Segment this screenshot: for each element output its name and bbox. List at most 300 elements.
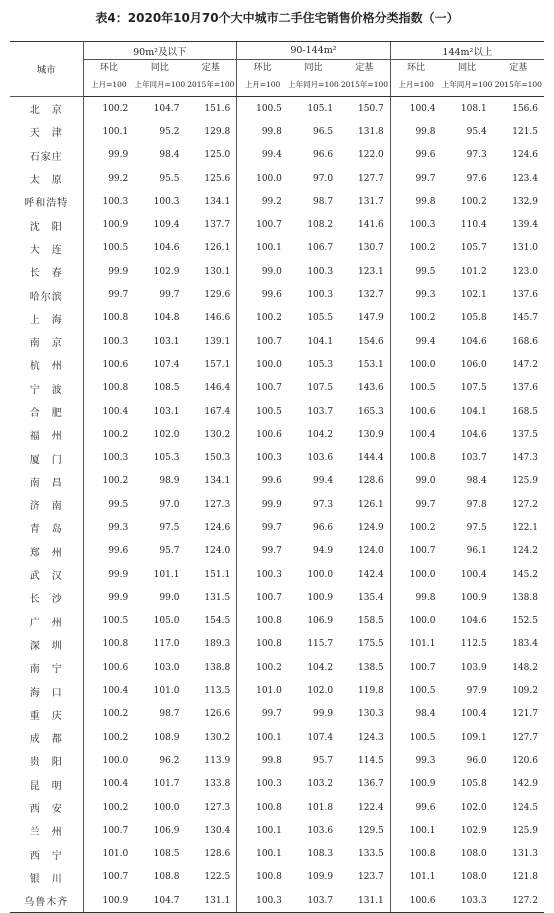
index-value: 100.7 xyxy=(390,540,441,563)
city-name: 呼和浩特 xyxy=(10,190,83,213)
index-value: 100.3 xyxy=(153,196,180,207)
index-value: 151.1 xyxy=(204,569,231,580)
index-value: 104.6 xyxy=(460,616,487,627)
index-value: 131.8 xyxy=(358,126,384,137)
index-value: 99.6 xyxy=(390,144,441,167)
index-value: 139.4 xyxy=(512,220,538,231)
metric-header: 环比 xyxy=(237,60,288,74)
index-value: 100.6 xyxy=(237,423,288,446)
index-value: 99.3 xyxy=(390,749,441,772)
group-header: 90m²及以下 xyxy=(83,42,237,60)
index-value: 100.7 xyxy=(102,872,129,883)
index-value: 96.6 xyxy=(313,522,334,533)
city-name: 青 岛 xyxy=(10,516,83,539)
index-value: 99.9 xyxy=(237,493,288,516)
index-value: 101.1 xyxy=(390,633,441,656)
index-value: 100.4 xyxy=(102,406,129,417)
index-value: 105.3 xyxy=(153,453,180,464)
index-value: 98.7 xyxy=(159,709,180,720)
index-value: 100.4 xyxy=(390,423,441,446)
index-value: 98.7 xyxy=(313,196,334,207)
index-value: 108.5 xyxy=(153,849,180,860)
index-value: 100.8 xyxy=(237,633,288,656)
index-value: 100.5 xyxy=(390,377,441,400)
index-value: 134.1 xyxy=(204,476,231,487)
city-name: 重 庆 xyxy=(10,703,83,726)
index-value: 99.0 xyxy=(390,470,441,493)
index-value: 125.6 xyxy=(204,173,231,184)
city-name: 郑 州 xyxy=(10,540,83,563)
table-body xyxy=(10,97,544,913)
index-value: 122.0 xyxy=(358,150,384,161)
index-value: 100.0 xyxy=(102,755,129,766)
index-value: 99.0 xyxy=(237,260,288,283)
index-value: 100.1 xyxy=(237,819,288,842)
index-value: 147.9 xyxy=(358,313,384,324)
table-row xyxy=(10,237,544,260)
index-value: 100.7 xyxy=(237,213,288,236)
index-value: 100.5 xyxy=(390,679,441,702)
index-value: 96.0 xyxy=(466,755,487,766)
index-value: 104.2 xyxy=(307,429,334,440)
index-value: 100.3 xyxy=(237,563,288,586)
index-value: 100.8 xyxy=(390,446,441,469)
index-value: 103.2 xyxy=(307,779,334,790)
index-value: 99.2 xyxy=(237,190,288,213)
index-value: 95.5 xyxy=(159,173,180,184)
index-value: 133.5 xyxy=(358,849,384,860)
index-value: 98.4 xyxy=(159,150,180,161)
city-name: 昆 明 xyxy=(10,773,83,796)
index-value: 100.6 xyxy=(102,359,129,370)
index-value: 112.5 xyxy=(460,639,487,650)
metric-header: 定基 xyxy=(201,63,220,73)
price-index-table xyxy=(10,41,544,913)
city-name: 武 汉 xyxy=(10,563,83,586)
index-value: 100.8 xyxy=(237,610,288,633)
index-value: 125.9 xyxy=(512,476,538,487)
city-name: 乌鲁木齐 xyxy=(10,889,83,913)
index-value: 100.0 xyxy=(237,353,288,376)
index-value: 130.7 xyxy=(358,243,384,254)
index-value: 152.5 xyxy=(512,616,538,627)
index-value: 139.1 xyxy=(204,336,231,347)
index-value: 107.4 xyxy=(153,359,180,370)
index-value: 168.6 xyxy=(512,336,538,347)
city-name: 成 都 xyxy=(10,726,83,749)
index-value: 100.8 xyxy=(102,313,129,324)
table-row xyxy=(10,819,544,842)
base-header: 上月=100 xyxy=(390,73,441,97)
index-value: 100.7 xyxy=(237,586,288,609)
index-value: 168.5 xyxy=(512,406,538,417)
table-row xyxy=(10,516,544,539)
index-value: 100.1 xyxy=(237,237,288,260)
index-value: 127.3 xyxy=(204,499,231,510)
index-value: 138.8 xyxy=(512,592,538,603)
index-value: 114.5 xyxy=(358,755,384,766)
index-value: 96.2 xyxy=(159,755,180,766)
metric-header: 同比 xyxy=(304,63,323,73)
index-value: 105.5 xyxy=(307,313,334,324)
index-value: 121.5 xyxy=(512,126,538,137)
city-name: 上 海 xyxy=(10,307,83,330)
index-value: 94.9 xyxy=(313,546,334,557)
index-value: 99.8 xyxy=(390,120,441,143)
index-value: 154.5 xyxy=(204,616,231,627)
metric-header: 环比 xyxy=(390,60,441,74)
table-row xyxy=(10,540,544,563)
group-header: 144m²以上 xyxy=(390,42,544,60)
index-value: 109.1 xyxy=(460,732,487,743)
index-value: 104.6 xyxy=(153,243,180,254)
index-value: 99.6 xyxy=(390,796,441,819)
index-value: 100.0 xyxy=(307,569,334,580)
table-row xyxy=(10,633,544,656)
index-value: 130.9 xyxy=(358,429,384,440)
index-value: 100.3 xyxy=(307,290,334,301)
index-value: 124.0 xyxy=(204,546,231,557)
index-value: 150.7 xyxy=(358,103,384,114)
index-value: 97.8 xyxy=(466,499,487,510)
index-value: 100.7 xyxy=(390,656,441,679)
index-value: 100.4 xyxy=(460,709,487,720)
index-value: 100.8 xyxy=(102,639,129,650)
base-header: 2015年=100 xyxy=(493,73,544,97)
base-header: 上月=100 xyxy=(83,73,134,97)
index-value: 100.3 xyxy=(237,446,288,469)
index-value: 124.3 xyxy=(358,732,384,743)
table-row xyxy=(10,796,544,819)
index-value: 175.5 xyxy=(358,639,384,650)
index-value: 146.6 xyxy=(204,313,231,324)
metric-header: 定基 xyxy=(509,63,528,73)
city-name: 大 连 xyxy=(10,237,83,260)
index-value: 100.3 xyxy=(237,889,288,913)
table-row xyxy=(10,353,544,376)
index-value: 107.4 xyxy=(307,732,334,743)
index-value: 110.4 xyxy=(460,220,487,231)
table-row xyxy=(10,586,544,609)
city-name: 天 津 xyxy=(10,120,83,143)
index-value: 150.3 xyxy=(204,453,231,464)
index-value: 109.2 xyxy=(512,686,538,697)
index-value: 97.9 xyxy=(466,686,487,697)
index-value: 100.7 xyxy=(237,330,288,353)
index-value: 99.4 xyxy=(313,476,334,487)
index-value: 99.4 xyxy=(237,144,288,167)
index-value: 105.1 xyxy=(307,103,334,114)
index-value: 108.5 xyxy=(153,383,180,394)
index-value: 100.2 xyxy=(102,802,129,813)
index-value: 100.5 xyxy=(237,400,288,423)
index-value: 103.7 xyxy=(288,889,339,913)
index-value: 100.2 xyxy=(102,709,129,720)
city-name: 贵 阳 xyxy=(10,749,83,772)
index-value: 100.0 xyxy=(390,353,441,376)
base-header: 2015年=100 xyxy=(185,73,236,97)
index-value: 130.3 xyxy=(358,709,384,720)
index-value: 144.4 xyxy=(358,453,384,464)
index-value: 130.1 xyxy=(204,266,231,277)
table-row xyxy=(10,330,544,353)
index-value: 124.2 xyxy=(512,546,538,557)
index-value: 157.1 xyxy=(204,359,231,370)
index-value: 100.7 xyxy=(102,825,129,836)
index-value: 165.3 xyxy=(358,406,384,417)
index-value: 134.1 xyxy=(204,196,231,207)
index-value: 108.8 xyxy=(153,872,180,883)
city-name: 深 圳 xyxy=(10,633,83,656)
index-value: 102.9 xyxy=(460,825,487,836)
index-value: 99.7 xyxy=(237,540,288,563)
table-row xyxy=(10,679,544,702)
index-value: 106.0 xyxy=(460,359,487,370)
index-value: 124.9 xyxy=(358,522,384,533)
index-value: 101.0 xyxy=(153,686,180,697)
index-value: 97.0 xyxy=(159,499,180,510)
index-value: 104.8 xyxy=(153,313,180,324)
index-value: 145.2 xyxy=(512,569,538,580)
index-value: 148.2 xyxy=(512,662,538,673)
index-value: 167.4 xyxy=(204,406,231,417)
index-value: 131.0 xyxy=(512,243,538,254)
table-row xyxy=(10,470,544,493)
index-value: 158.5 xyxy=(358,616,384,627)
index-value: 99.8 xyxy=(237,749,288,772)
index-value: 96.6 xyxy=(313,150,334,161)
table-row xyxy=(10,423,544,446)
index-value: 101.0 xyxy=(237,679,288,702)
index-value: 100.2 xyxy=(237,307,288,330)
index-value: 133.8 xyxy=(204,779,231,790)
index-value: 95.2 xyxy=(159,126,180,137)
index-value: 108.3 xyxy=(307,849,334,860)
index-value: 98.4 xyxy=(390,703,441,726)
index-value: 104.6 xyxy=(460,429,487,440)
index-value: 120.6 xyxy=(512,755,538,766)
index-value: 124.5 xyxy=(512,802,538,813)
index-value: 95.7 xyxy=(313,755,334,766)
index-value: 100.7 xyxy=(237,377,288,400)
index-value: 100.1 xyxy=(237,843,288,866)
index-value: 100.2 xyxy=(102,476,129,487)
index-value: 113.9 xyxy=(204,755,231,766)
index-value: 106.9 xyxy=(153,825,180,836)
base-header: 2015年=100 xyxy=(339,73,390,97)
index-value: 99.5 xyxy=(390,260,441,283)
index-value: 103.3 xyxy=(441,889,492,913)
index-value: 99.6 xyxy=(237,470,288,493)
table-row xyxy=(10,97,544,121)
index-value: 131.3 xyxy=(512,849,538,860)
index-value: 124.6 xyxy=(512,150,538,161)
index-value: 189.3 xyxy=(204,639,231,650)
city-name: 合 肥 xyxy=(10,400,83,423)
index-value: 102.0 xyxy=(153,429,180,440)
index-value: 100.8 xyxy=(390,843,441,866)
table-row xyxy=(10,400,544,423)
index-value: 99.9 xyxy=(313,709,334,720)
index-value: 99.7 xyxy=(237,516,288,539)
table-row xyxy=(10,283,544,306)
table-row xyxy=(10,307,544,330)
city-name: 南 京 xyxy=(10,330,83,353)
index-value: 98.9 xyxy=(159,476,180,487)
index-value: 97.3 xyxy=(466,150,487,161)
index-value: 100.8 xyxy=(237,866,288,889)
index-value: 113.5 xyxy=(204,686,231,697)
index-value: 108.2 xyxy=(307,220,334,231)
index-value: 101.8 xyxy=(307,802,334,813)
index-value: 101.7 xyxy=(153,779,180,790)
index-value: 100.3 xyxy=(102,336,129,347)
index-value: 103.9 xyxy=(460,662,487,673)
index-value: 121.8 xyxy=(512,872,538,883)
index-value: 101.2 xyxy=(460,266,487,277)
index-value: 100.3 xyxy=(237,773,288,796)
city-name: 北 京 xyxy=(10,97,83,121)
index-value: 100.0 xyxy=(237,167,288,190)
index-value: 104.1 xyxy=(307,336,334,347)
index-value: 126.6 xyxy=(204,709,231,720)
table-row xyxy=(10,773,544,796)
base-header: 上月=100 xyxy=(237,73,288,97)
index-value: 137.5 xyxy=(512,429,538,440)
index-value: 102.0 xyxy=(460,802,487,813)
table-row xyxy=(10,563,544,586)
index-value: 100.9 xyxy=(83,889,134,913)
index-value: 100.9 xyxy=(307,592,334,603)
index-value: 183.4 xyxy=(512,639,538,650)
index-value: 141.6 xyxy=(358,220,384,231)
index-value: 143.6 xyxy=(358,383,384,394)
index-value: 100.2 xyxy=(390,307,441,330)
index-value: 100.5 xyxy=(237,97,288,121)
index-value: 147.2 xyxy=(512,359,538,370)
table-row xyxy=(10,889,544,913)
index-value: 107.5 xyxy=(460,383,487,394)
index-value: 126.1 xyxy=(358,499,384,510)
table-row xyxy=(10,726,544,749)
index-value: 123.1 xyxy=(358,266,384,277)
metric-header: 同比 xyxy=(150,63,169,73)
index-value: 97.5 xyxy=(159,522,180,533)
city-name: 石家庄 xyxy=(10,144,83,167)
index-value: 99.6 xyxy=(108,546,129,557)
table-row xyxy=(10,190,544,213)
metric-header: 同比 xyxy=(458,63,477,73)
index-value: 100.6 xyxy=(102,662,129,673)
index-value: 154.6 xyxy=(358,336,384,347)
index-value: 99.8 xyxy=(390,586,441,609)
index-value: 99.5 xyxy=(108,499,129,510)
index-value: 130.2 xyxy=(204,429,231,440)
city-name: 兰 州 xyxy=(10,819,83,842)
city-name: 西 宁 xyxy=(10,843,83,866)
index-value: 138.5 xyxy=(358,662,384,673)
index-value: 101.1 xyxy=(153,569,180,580)
index-value: 103.1 xyxy=(153,336,180,347)
index-value: 97.6 xyxy=(466,173,487,184)
index-value: 137.7 xyxy=(204,220,231,231)
table-row xyxy=(10,493,544,516)
index-value: 127.7 xyxy=(512,732,538,743)
index-value: 106.9 xyxy=(307,616,334,627)
index-value: 105.7 xyxy=(460,243,487,254)
index-value: 131.7 xyxy=(358,196,384,207)
index-value: 156.6 xyxy=(512,103,538,114)
index-value: 131.1 xyxy=(185,889,236,913)
index-value: 105.8 xyxy=(460,779,487,790)
index-value: 99.9 xyxy=(108,266,129,277)
index-value: 100.1 xyxy=(390,819,441,842)
index-value: 142.9 xyxy=(512,779,538,790)
index-value: 100.2 xyxy=(102,103,129,114)
city-name: 杭 州 xyxy=(10,353,83,376)
index-value: 123.4 xyxy=(512,173,538,184)
metric-header: 定基 xyxy=(355,63,374,73)
index-value: 100.5 xyxy=(390,726,441,749)
index-value: 147.3 xyxy=(512,453,538,464)
index-value: 124.0 xyxy=(358,546,384,557)
index-value: 100.2 xyxy=(390,516,441,539)
index-value: 132.7 xyxy=(358,290,384,301)
index-value: 95.4 xyxy=(466,126,487,137)
city-name: 南 宁 xyxy=(10,656,83,679)
index-value: 105.8 xyxy=(460,313,487,324)
index-value: 104.7 xyxy=(153,103,180,114)
index-value: 138.8 xyxy=(204,662,231,673)
city-name: 长 沙 xyxy=(10,586,83,609)
index-value: 104.2 xyxy=(307,662,334,673)
index-value: 108.0 xyxy=(460,872,487,883)
index-value: 99.3 xyxy=(108,522,129,533)
index-value: 107.5 xyxy=(307,383,334,394)
index-value: 99.7 xyxy=(390,167,441,190)
index-value: 136.7 xyxy=(358,779,384,790)
index-value: 103.1 xyxy=(153,406,180,417)
index-value: 109.9 xyxy=(307,872,334,883)
index-value: 99.7 xyxy=(390,493,441,516)
index-value: 100.4 xyxy=(460,569,487,580)
index-value: 130.2 xyxy=(204,732,231,743)
index-value: 99.8 xyxy=(237,120,288,143)
index-value: 96.1 xyxy=(466,546,487,557)
index-value: 100.8 xyxy=(102,383,129,394)
index-value: 137.6 xyxy=(512,383,538,394)
table-row xyxy=(10,749,544,772)
index-value: 102.1 xyxy=(460,290,487,301)
index-value: 142.4 xyxy=(358,569,384,580)
index-value: 100.4 xyxy=(390,97,441,121)
index-value: 102.0 xyxy=(307,686,334,697)
index-value: 128.6 xyxy=(358,476,384,487)
table-row xyxy=(10,446,544,469)
city-name: 济 南 xyxy=(10,493,83,516)
index-value: 127.2 xyxy=(493,889,544,913)
index-value: 130.4 xyxy=(204,825,231,836)
index-value: 100.4 xyxy=(102,779,129,790)
index-value: 101.1 xyxy=(390,866,441,889)
index-value: 122.1 xyxy=(512,522,538,533)
index-value: 128.6 xyxy=(204,849,231,860)
index-value: 100.2 xyxy=(237,656,288,679)
city-name: 哈尔滨 xyxy=(10,283,83,306)
index-value: 99.4 xyxy=(390,330,441,353)
index-value: 97.3 xyxy=(313,499,334,510)
index-value: 129.5 xyxy=(358,825,384,836)
